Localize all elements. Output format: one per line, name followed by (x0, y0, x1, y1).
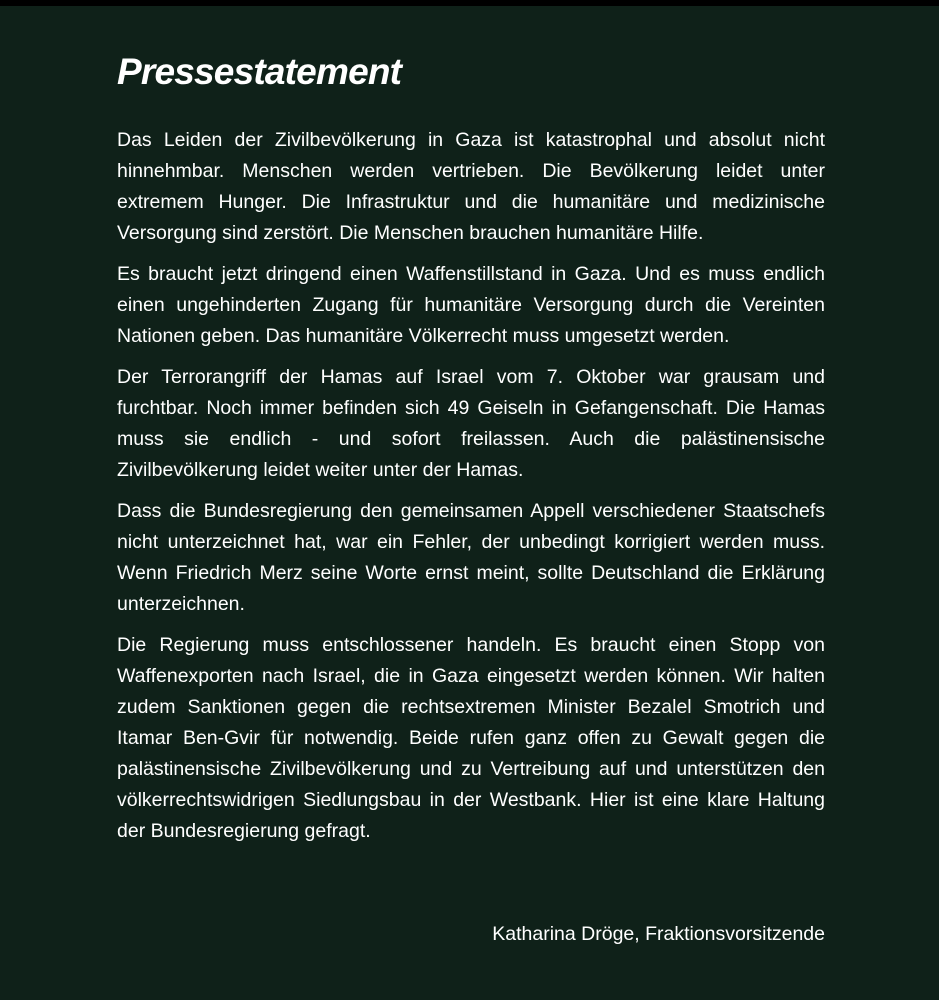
top-border (0, 0, 939, 6)
paragraph: Dass die Bundesregierung den gemeinsamen Appell verschiedener Staatschefs nicht unterzeichnet hat, war ein Fehler, der unbedingt korrigiert werden muss. Wenn Friedrich Merz seine Worte ernst meint, sollte Deutschland die Erklärung unterzeichnen. (117, 500, 825, 615)
paragraph: Das Leiden der Zivilbevölkerung in Gaza ist katastrophal und absolut nicht hinnehmbar. Menschen werden vertrieben. Die Bevölkerung leidet unter extremem Hunger. Die Infrastruktur und die humanitäre und medizinische Versorgung sind zerstört. Die Menschen brauchen humanitäre Hilfe. (117, 129, 825, 244)
signature: Katharina Dröge, Fraktionsvorsitzende (492, 923, 825, 945)
paragraph: Es braucht jetzt dringend einen Waffenstillstand in Gaza. Und es muss endlich einen ungehinderten Zugang für humanitäre Versorgung durch die Vereinten Nationen geben. Das humanitäre Völkerrecht muss umgesetzt werden. (117, 263, 825, 347)
page-title: Pressestatement (117, 51, 402, 92)
statement-body (117, 125, 825, 847)
press-statement (117, 48, 825, 857)
paragraph: Der Terrorangriff der Hamas auf Israel vom 7. Oktober war grausam und furchtbar. Noch immer befinden sich 49 Geiseln in Gefangenschaft. Die Hamas muss sie endlich - und sofort freilassen. Auch die palästinensische Zivilbevölkerung leidet weiter unter der Hamas. (117, 366, 825, 481)
paragraph: Die Regierung muss entschlossener handeln. Es braucht einen Stopp von Waffenexporten nach Israel, die in Gaza eingesetzt werden können. Wir halten zudem Sanktionen gegen die rechtsextremen Minister Bezalel Smotrich und Itamar Ben-Gvir für notwendig. Beide rufen ganz offen zu Gewalt gegen die palästinensische Zivilbevölkerung und zu Vertreibung auf und unterstützen den völkerrechtswidrigen Siedlungsbau in der Westbank. Hier ist eine klare Haltung der Bundesregierung gefragt. (117, 634, 825, 842)
